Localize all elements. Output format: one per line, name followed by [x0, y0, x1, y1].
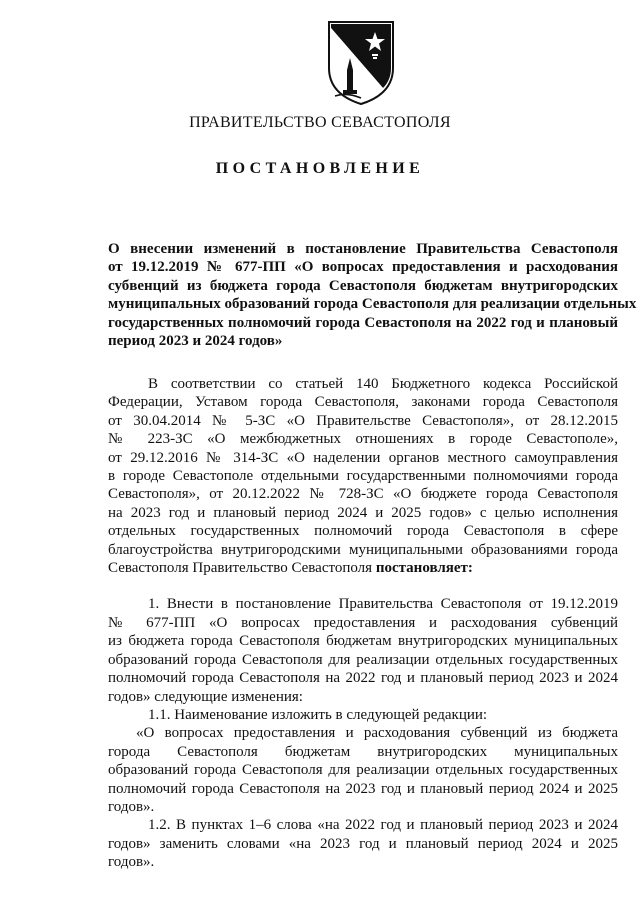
preamble: [108, 375, 618, 577]
item-line: 1.2. В пунктах 1–6 слова «на 2022 год и плановый период 2023 и 2024: [148, 817, 618, 834]
preamble-line: отдельных государственных полномочий города Севастополя в сфере: [108, 523, 618, 540]
preamble-last-line: [108, 559, 618, 577]
item-1-1: [108, 706, 618, 816]
government-name: ПРАВИТЕЛЬСТВО СЕВАСТОПОЛЯ: [189, 114, 451, 131]
preamble-line: Севастополя», от 20.12.2022 № 728-ЗС «О бюджете города Севастополя: [108, 486, 618, 503]
item-line: годов» заменить словами «на 2023 год и плановый период 2024 и 2025: [108, 835, 618, 852]
title-line: период 2023 и 2024 годов»: [108, 333, 283, 350]
title-line: от 19.12.2019 № 677-ПП «О вопросах предоставления и расходования: [108, 259, 618, 276]
decree-colon: :: [467, 560, 473, 577]
item-line: годов».: [108, 854, 155, 871]
item-1-2: [108, 816, 618, 871]
decree-word: постановляет: [375, 560, 468, 577]
preamble-line: в городе Севастополе отдельными государственными полномочиями города: [108, 468, 618, 485]
item-line: «О вопросах предоставления и расходования субвенций из бюджета: [136, 725, 618, 742]
preamble-line: Федерации, Уставом города Севастополя, законами города Севастополя: [108, 394, 618, 411]
item-line: № 677-ПП «О вопросах предоставления и расходования субвенций: [108, 614, 618, 631]
title-line: муниципальных образований города Севастополя для реализации отдельных: [108, 296, 637, 313]
preamble-line: на 2023 год и плановый период 2024 и 2025 годов» с целью исполнения: [108, 504, 618, 521]
item-line: города Севастополя бюджетам внутригородских муниципальных: [108, 743, 618, 760]
sevastopol-coat-of-arms-icon: [325, 18, 397, 106]
preamble-line: от 29.12.2016 № 314-ЗС «О наделении органов местного самоуправления: [108, 449, 618, 466]
document-body: [108, 375, 618, 872]
preamble-line: В соответствии со статьей 140 Бюджетного кодекса Российской: [148, 376, 618, 392]
item-line: образований города Севастополя для реализации отдельных государственных: [108, 762, 618, 779]
preamble-line: от 30.04.2014 № 5-ЗС «О Правительстве Севастополя», от 28.12.2015: [108, 412, 618, 429]
document-type: ПОСТАНОВЛЕНИЕ: [215, 160, 425, 177]
preamble-text: Севастополя Правительство Севастополя: [108, 560, 373, 577]
preamble-line: благоустройства внутригородскими муниципальными образованиями города: [108, 541, 618, 558]
item-line: годов».: [108, 798, 155, 815]
item-line: годов» следующие изменения:: [108, 688, 303, 705]
item-line: из бюджета города Севастополя бюджетам внутригородских муниципальных: [108, 633, 618, 650]
item-1: [108, 595, 618, 705]
title-line: субвенций из бюджета города Севастополя бюджетам внутригородских: [108, 277, 618, 294]
decree-title: [108, 240, 637, 350]
item-line: 1.1. Наименование изложить в следующей редакции:: [148, 706, 488, 723]
title-line: О внесении изменений в постановление Правительства Севастополя: [108, 241, 618, 257]
item-line: 1. Внести в постановление Правительства Севастополя от 19.12.2019: [148, 596, 618, 613]
title-line: государственных полномочий города Севастополя на 2022 год и плановый: [108, 314, 618, 331]
item-line: образований города Севастополя для реализации отдельных государственных: [108, 651, 618, 668]
item-line: полномочий города Севастополя на 2023 год и плановый период 2024 и 2025: [108, 780, 618, 797]
preamble-line: № 223-ЗС «О межбюджетных отношениях в городе Севастополе»,: [108, 431, 618, 448]
item-line: полномочий города Севастополя на 2022 год и плановый период 2023 и 2024: [108, 670, 618, 687]
